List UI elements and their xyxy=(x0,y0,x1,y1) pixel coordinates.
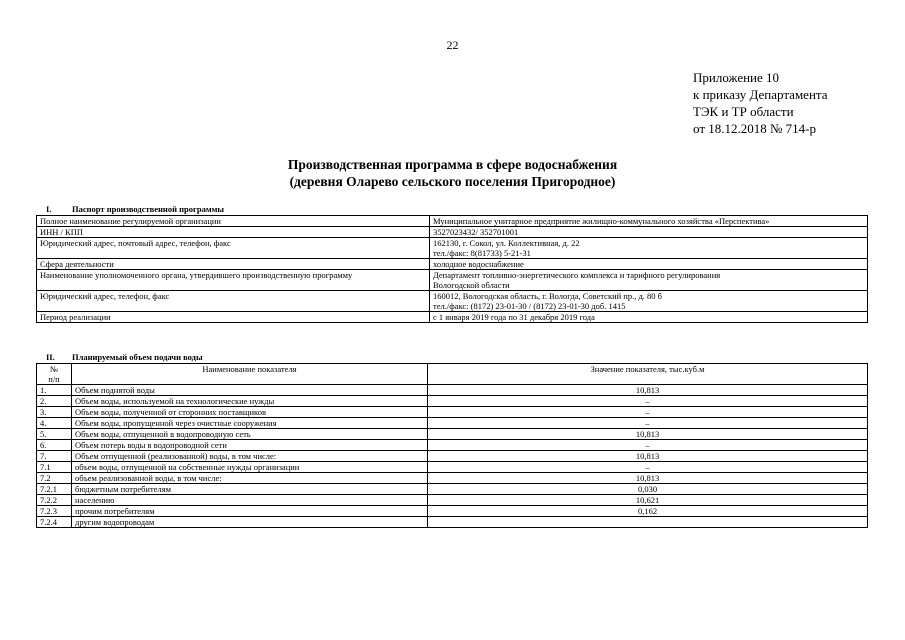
table-row xyxy=(37,484,868,495)
table-row xyxy=(37,473,868,484)
section1-heading xyxy=(36,204,224,214)
row-value: – xyxy=(428,396,868,407)
passport-value xyxy=(430,216,868,227)
col-number-header: № п/п xyxy=(37,364,72,385)
appendix-line: Приложение 10 xyxy=(693,70,780,85)
passport-value xyxy=(430,312,868,323)
passport-label: Наименование уполномоченного органа, утвердившего производственную программу xyxy=(37,270,430,291)
row-value: 10,813 xyxy=(428,429,868,440)
row-name: Объем отпущенной (реализованной) воды, в том числе: xyxy=(72,451,428,462)
row-value: 10,813 xyxy=(428,451,868,462)
table-row xyxy=(37,418,868,429)
passport-label: Юридический адрес, почтовый адрес, телефон, факс xyxy=(37,238,430,259)
table-row xyxy=(37,216,868,227)
table-row xyxy=(37,506,868,517)
appendix-line: к приказу Департамента xyxy=(693,87,828,102)
row-value: 10,813 xyxy=(428,385,868,396)
table-row xyxy=(37,407,868,418)
passport-value-line: Департамент топливно-энергетического комплекса и тарифного регулирования xyxy=(433,270,721,280)
row-number: 7.2.3 xyxy=(37,506,72,517)
table-row xyxy=(37,238,868,259)
table-row xyxy=(37,462,868,473)
section2-heading xyxy=(36,352,203,362)
table-row xyxy=(37,517,868,528)
row-value: – xyxy=(428,440,868,451)
row-number: 1. xyxy=(37,385,72,396)
title-line: Производственная программа в сфере водоснабжения xyxy=(287,157,618,172)
page-number: 22 xyxy=(446,38,459,52)
row-name: другим водопроводам xyxy=(72,517,428,528)
table-row xyxy=(37,291,868,312)
row-value: 10,813 xyxy=(428,473,868,484)
section-title: Паспорт производственной программы xyxy=(72,204,225,214)
row-number: 7.2.2 xyxy=(37,495,72,506)
passport-table xyxy=(36,215,868,323)
row-value: – xyxy=(428,418,868,429)
row-name: Объем воды, пропущенной через очистные сооружения xyxy=(72,418,428,429)
passport-label: Период реализации xyxy=(37,312,430,323)
row-value: 10,621 xyxy=(428,495,868,506)
section-number: I. xyxy=(46,204,52,214)
row-value: – xyxy=(428,462,868,473)
table-row xyxy=(37,259,868,270)
passport-value xyxy=(430,291,868,312)
row-number: 6. xyxy=(37,440,72,451)
row-name: объем воды, отпущенной на собственные нужды организации xyxy=(72,462,428,473)
appendix-line: от 18.12.2018 № 714-р xyxy=(693,121,816,136)
row-value xyxy=(428,517,868,528)
passport-label: Юридический адрес, телефон, факс xyxy=(37,291,430,312)
table-row xyxy=(37,227,868,238)
row-name: прочим потребителям xyxy=(72,506,428,517)
appendix-block xyxy=(693,69,828,137)
row-value: 0,162 xyxy=(428,506,868,517)
document-title xyxy=(0,156,905,190)
passport-value-line: 162130, г. Сокол, ул. Коллективная, д. 22 xyxy=(433,238,580,248)
table-row xyxy=(37,429,868,440)
water-volume-table xyxy=(36,363,868,528)
table-row xyxy=(37,495,868,506)
passport-label: Полное наименование регулируемой организации xyxy=(37,216,430,227)
table-row xyxy=(37,385,868,396)
passport-value xyxy=(430,259,868,270)
table-row xyxy=(37,396,868,407)
row-name: Объем потерь воды в водопроводной сети xyxy=(72,440,428,451)
row-number: 7.2.1 xyxy=(37,484,72,495)
passport-value xyxy=(430,227,868,238)
title-line: (деревня Оларево сельского поселения Пригородное) xyxy=(289,174,616,189)
table-row xyxy=(37,451,868,462)
row-value: 0,030 xyxy=(428,484,868,495)
table-row xyxy=(37,270,868,291)
passport-label: Сфера деятельности xyxy=(37,259,430,270)
passport-value-line: 3527023432/ 352701001 xyxy=(433,227,519,237)
row-name: объем реализованной воды, в том числе: xyxy=(72,473,428,484)
row-name: бюджетным потребителям xyxy=(72,484,428,495)
passport-value-line: Муниципальное унитарное предприятие жилищно-коммунального хозяйства «Перспектива» xyxy=(433,216,770,226)
passport-value-line: тел./факс: 8(81733) 5-21-31 xyxy=(433,248,531,258)
row-name: Объем поднятой воды xyxy=(72,385,428,396)
row-name: Объем воды, полученной от сторонних поставщиков xyxy=(72,407,428,418)
row-name: Объем воды, используемой на технологические нужды xyxy=(72,396,428,407)
row-number: 7.2.4 xyxy=(37,517,72,528)
row-number: 7. xyxy=(37,451,72,462)
row-number: 5. xyxy=(37,429,72,440)
passport-value-line: с 1 января 2019 года по 31 декабря 2019 года xyxy=(433,312,595,322)
row-name: населению xyxy=(72,495,428,506)
row-name: Объем воды, отпущенной в водопроводную сеть xyxy=(72,429,428,440)
row-value: – xyxy=(428,407,868,418)
passport-value-line: 160012, Вологодская область, г. Вологда, Советский пр., д. 80 б xyxy=(433,291,663,301)
table-header-row xyxy=(37,364,868,385)
section-title: Планируемый объем подачи воды xyxy=(72,352,203,362)
passport-label: ИНН / КПП xyxy=(37,227,430,238)
row-number: 7.1 xyxy=(37,462,72,473)
passport-value-line: холодное водоснабжение xyxy=(433,259,524,269)
col-name-header: Наименование показателя xyxy=(72,364,428,385)
row-number: 3. xyxy=(37,407,72,418)
passport-value-line: тел./факс: (8172) 23-01-30 / (8172) 23-01-30 доб. 1415 xyxy=(433,301,626,311)
section-number: II. xyxy=(46,352,55,362)
passport-value-line: Вологодской области xyxy=(433,280,510,290)
passport-value xyxy=(430,238,868,259)
appendix-line: ТЭК и ТР области xyxy=(693,104,794,119)
row-number: 7.2 xyxy=(37,473,72,484)
table-row xyxy=(37,312,868,323)
col-value-header: Значение показателя, тыс.куб.м xyxy=(428,364,868,385)
table-row xyxy=(37,440,868,451)
row-number: 4. xyxy=(37,418,72,429)
row-number: 2. xyxy=(37,396,72,407)
passport-value xyxy=(430,270,868,291)
